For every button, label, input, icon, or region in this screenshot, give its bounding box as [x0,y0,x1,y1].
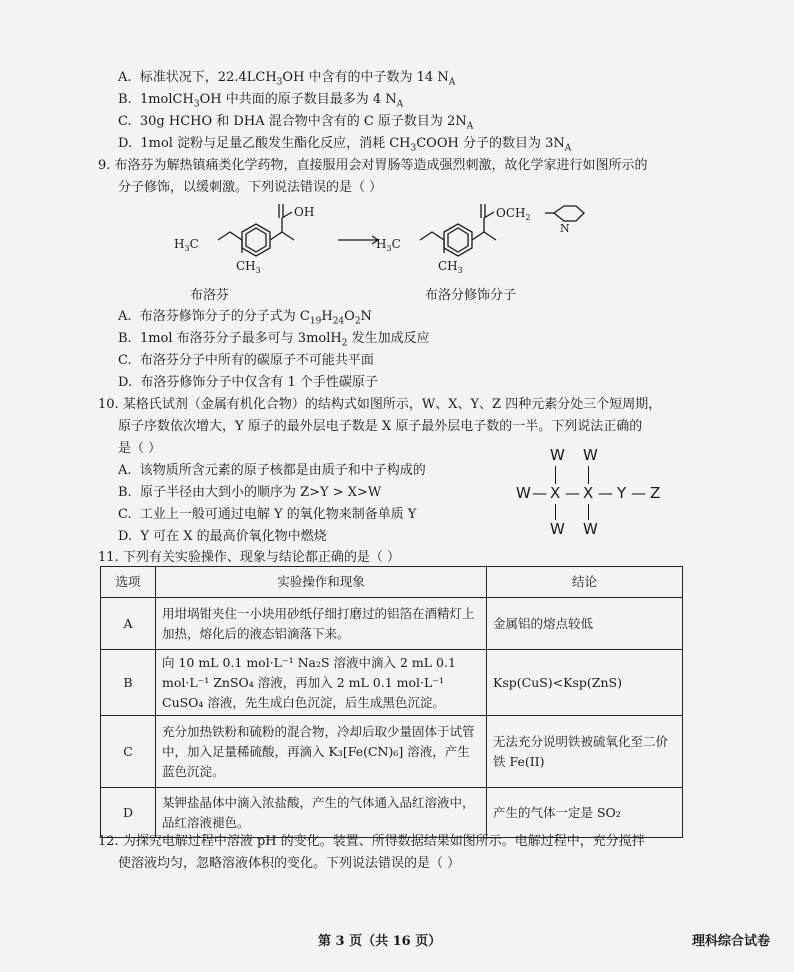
modified-h3c: H [376,237,387,251]
q11-experiment-table [100,566,683,838]
q10-option-c: C. 工业上一般可通过电解 Y 的氧化物来制备单质 Y [118,507,417,522]
q10-structure-formula: W W W — X — X — Y — Z W W [516,446,661,538]
table-row: A 用坩埚钳夹住一小块用砂纸仔细打磨过的铝箔在酒精灯上加热，熔化后的液态铝滴落下来。 金属铝的熔点较低 [101,598,683,650]
q10-option-a: A. 该物质所含元素的原子核都是由质子和中子构成的 [118,463,426,478]
q10-stem-line1: 10. 某格氏试剂（金属有机化合物）的结构式如图所示，W、X、Y、Z 四种元素分处三个短周期， [98,397,662,412]
q9-stem-line1: 9. 布洛芬为解热镇痛类化学药物，直接服用会对胃肠等造成强烈刺激，故化学家进行如图所示的 [98,158,648,173]
q9-left-label: 布洛芬 [190,288,230,303]
svg-text:CH3: $CH_3$ [236,259,261,275]
q11-stem: 11. 下列有关实验操作、现象与结论都正确的是（ ） [98,550,400,565]
svg-text:H3C: $H_3C$ [376,237,401,253]
header-conclusion: 结论 [487,567,683,598]
table-row: D 某钾盐晶体中滴入浓盐酸，产生的气体通入品红溶液中，品红溶液褪色。 产生的气体一定是 SO₂ [101,788,683,838]
q8-option-b: B. 1molCH$_3$OH 中共面的原子数目最多为 4 $N_A$ [118,92,404,110]
q10-option-d: D. Y 可在 X 的最高价氧化物中燃烧 [118,529,327,544]
pyridine-n: N [560,222,570,235]
q9-option-b: B. 1mol 布洛芬分子最多可与 3molH$_2$ 发生加成反应 [118,331,430,349]
q9-option-a: A. 布洛芬修饰分子的分子式为 $C_{19}H_{24}O_2N$ [118,309,372,327]
bond [555,466,556,484]
q10-option-b: B. 原子半径由大到小的顺序为 Z>Y > X>W [118,485,382,500]
modified-och2: OCH [496,206,526,220]
q9-right-label: 布洛分修饰分子 [425,288,517,303]
bond [555,504,556,520]
table-row: B 向 10 mL 0.1 mol·L⁻¹ Na₂S 溶液中滴入 2 mL 0.1 mol·L⁻¹ ZnSO₄ 溶液，再加入 2 mL 0.1 mol·L⁻¹ CuSO₄ 溶液，先生成白色沉淀，后生成黑色沉淀。 Ksp(CuS)<Ksp(ZnS) [101,650,683,716]
table-row: C 充分加热铁粉和硫粉的混合物，冷却后取少量固体于试管中，加入足量稀硫酸，再滴入 K₃[Fe(CN)₆] 溶液，产生蓝色沉淀。 无法充分说明铁被硫氧化至二价铁 Fe(II) [101,716,683,788]
header-option: 选项 [101,567,156,598]
q8-option-a: A. 标准状况下，$22.4LCH_3OH$ 中含有的中子数为 14 $N_A$ [118,70,456,88]
svg-text:CH3: $CH_3$ [438,259,463,275]
exam-name: 理科综合试卷 [692,934,771,949]
modified-ch3: CH [438,259,458,273]
ibuprofen-h3c: H [174,237,185,251]
header-operation: 实验操作和现象 [156,567,487,598]
q10-stem-line3: 是（ ） [118,441,162,456]
q8-option-c: C. 30g HCHO 和 DHA 混合物中含有的 C 原子数目为 $2N_A$ [118,114,474,132]
q12-stem-line2: 使溶液均匀，忽略溶液体积的变化。下列说法错误的是（ ） [118,856,461,871]
bond [588,504,589,520]
q9-option-d: D. 布洛芬修饰分子中仅含有 1 个手性碳原子 [118,375,378,390]
pyridine-ring [554,206,584,221]
q12-stem-line1: 12. 为探究电解过程中溶液 pH 的变化。装置、所得数据结果如图所示。电解过程中，充分搅拌 [98,834,645,849]
ibuprofen-ch3: CH [236,259,256,273]
q10-stem-line2: 原子序数依次增大，Y 原子的最外层电子数是 X 原子最外层电子数的一半。下列说法正确的 [118,419,643,434]
svg-text:OCH2: $OCH_2$ [496,206,531,222]
bond [588,466,589,484]
q9-stem-line2: 分子修饰，以缓刺激。下列说法错误的是（ ） [118,180,383,195]
q9-structure-figure [170,192,640,282]
ibuprofen-oh: OH [294,205,315,219]
table-header-row [101,567,683,598]
page-number: 第 3 页（共 16 页） [318,934,442,949]
svg-text:H3C: $H_3C$ [174,237,199,253]
q8-option-d: D. 1mol 淀粉与足量乙酸发生酯化反应，消耗 $CH_3COOH$ 分子的数目为 $3N_A$ [118,136,572,154]
q9-option-c: C. 布洛芬分子中所有的碳原子不可能共平面 [118,353,374,368]
